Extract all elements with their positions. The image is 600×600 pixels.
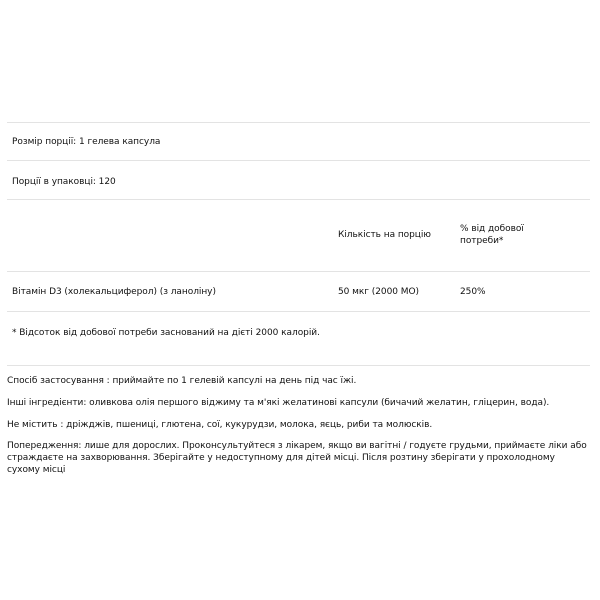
daily-value-footnote: * Відсоток від добової потреби заснований на дієті 2000 калорій.: [12, 328, 320, 338]
footnote-row: [7, 312, 590, 365]
table-header-row: [7, 200, 590, 272]
servings-per-container-text: Порції в упаковці: 120: [12, 177, 116, 187]
free-of-text: Не містить : дріжджів, пшениці, глютена, сої, кукурудзи, молока, яєць, риби та молюсків.: [7, 420, 433, 430]
supplement-facts-table: [7, 122, 590, 366]
nutrient-name: Вітамін D3 (холекальциферол) (з ланоліну): [12, 287, 216, 297]
nutrient-row: [7, 272, 590, 312]
nutrient-amount: 50 мкг (2000 МО): [338, 287, 419, 297]
servings-per-container-row: [7, 161, 590, 200]
usage-text: Спосіб застосування : приймайте по 1 гелевій капсулі на день під час їжі.: [7, 376, 357, 386]
daily-value-header-line1: % від добової: [460, 224, 524, 234]
nutrient-daily-value: 250%: [460, 287, 486, 297]
serving-size-text: Розмір порції: 1 гелева капсула: [12, 137, 161, 147]
other-ingredients-text: Інші інгредієнти: оливкова олія першого віджиму та м'які желатинові капсули (бичачий желатин, гліцерин, вода).: [7, 398, 550, 408]
warning-text: Попередження: лише для дорослих. Проконсультуйтеся з лікарем, якщо ви вагітні / годуєте грудьми, приймаєте ліки або страждаєте на захворювання. Зберігайте у недоступному для дітей місці. Після розтину зберігати у прохолодному сухому місці: [7, 441, 587, 475]
daily-value-header-line2: потреби*: [460, 236, 504, 246]
amount-per-serving-header: Кількість на порцію: [338, 230, 431, 240]
serving-size-row: [7, 123, 590, 161]
